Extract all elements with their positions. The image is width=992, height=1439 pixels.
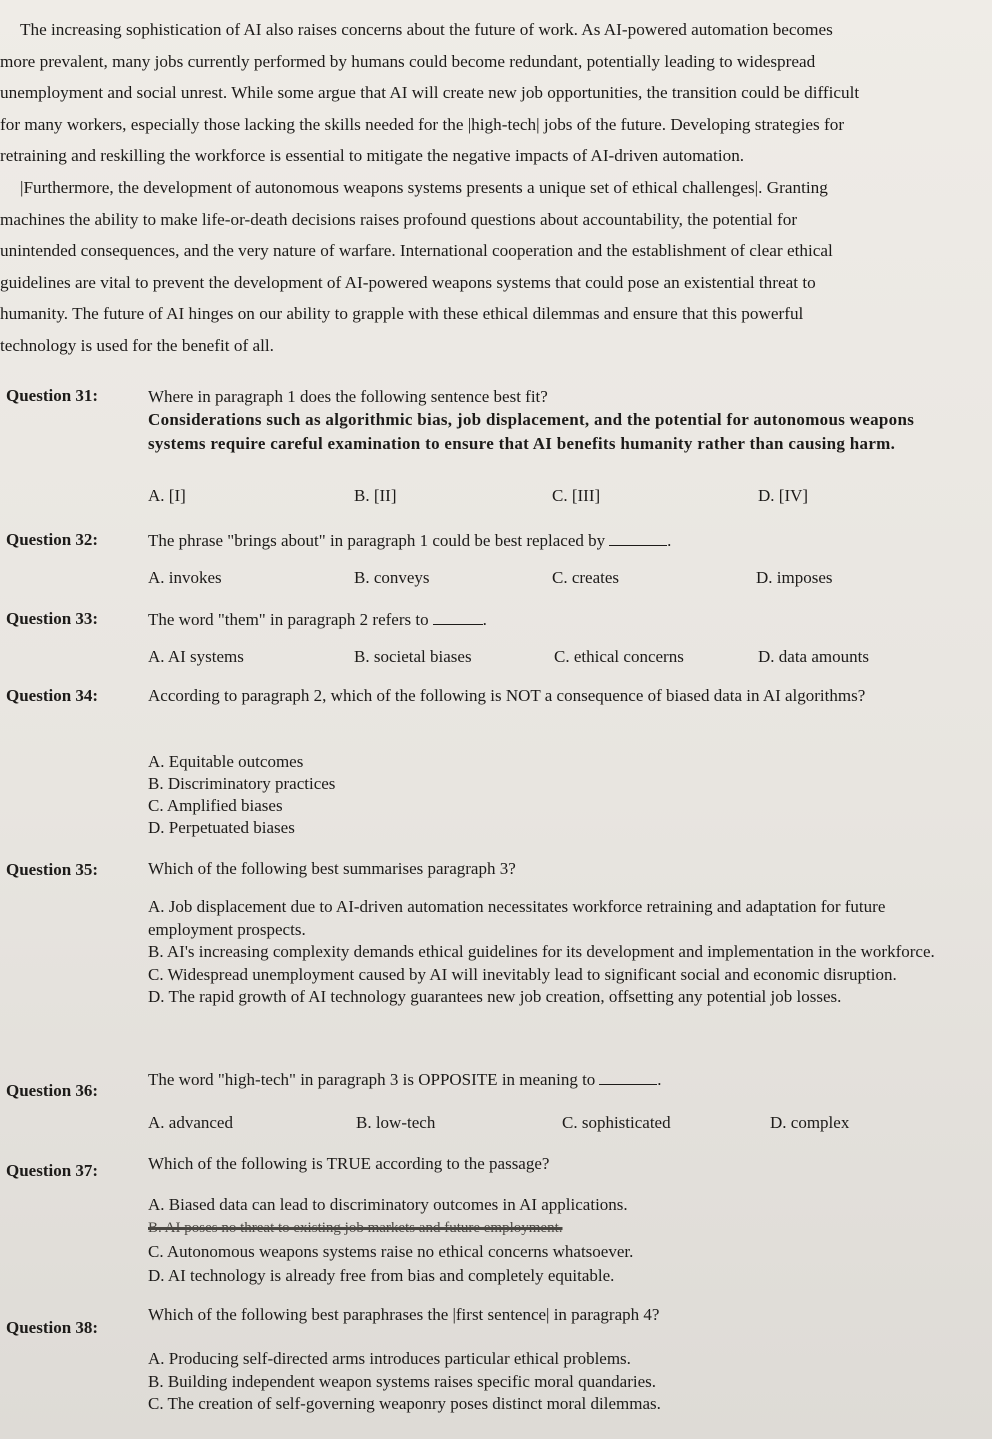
option-a[interactable]: A. advanced (148, 1113, 233, 1132)
option-d[interactable]: D. complex (770, 1113, 850, 1132)
question-text: Which of the following best summarises paragraph 3? (148, 859, 516, 878)
question-label: Question 34: (6, 686, 99, 705)
option-d[interactable]: D. [IV] (758, 486, 809, 505)
question-stem: Considerations such as algorithmic bias, job displacement, and the potential for autonomous weapons systems require careful examination to ensure that AI benefits humanity rather than causing harm. (148, 410, 915, 453)
option-c[interactable]: C. creates (552, 568, 620, 587)
question-label: Question 35: (6, 860, 99, 879)
passage-line: unemployment and social unrest. While some argue that AI will create new job opportunities, the transition could be difficult (0, 83, 860, 103)
option-d[interactable]: D. The rapid growth of AI technology guarantees new job creation, offsetting any potential job losses. (148, 987, 842, 1007)
option-c[interactable]: C. [III] (552, 486, 601, 505)
question-label: Question 33: (6, 609, 99, 628)
option-b[interactable]: B. conveys (354, 568, 430, 587)
option-c[interactable]: C. ethical concerns (554, 647, 684, 666)
passage (0, 14, 962, 362)
question-text: The phrase "brings about" in paragraph 1 could be best replaced by (148, 531, 606, 550)
option-b[interactable]: B. Discriminatory practices (148, 774, 336, 793)
option-d[interactable]: D. imposes (756, 568, 833, 587)
option-a[interactable]: A. Biased data can lead to discriminatory outcomes in AI applications. (148, 1195, 628, 1214)
answer-blank[interactable] (599, 1084, 657, 1085)
question-text: The word "them" in paragraph 2 refers to (148, 610, 429, 629)
question-label: Question 37: (6, 1161, 99, 1180)
question-body (148, 530, 948, 552)
option-d[interactable]: D. Perpetuated biases (148, 818, 295, 837)
passage-line: humanity. The future of AI hinges on our ability to grapple with these ethical dilemmas and ensure that this powerful (0, 304, 804, 324)
option-d[interactable]: D. AI technology is already free from bias and completely equitable. (148, 1265, 615, 1285)
passage-line: The increasing sophistication of AI also raises concerns about the future of work. As AI-powered automation becomes (20, 20, 833, 39)
option-d[interactable]: D. data amounts (758, 647, 869, 666)
option-b[interactable]: B. Building independent weapon systems raises specific moral quandaries. (148, 1371, 656, 1391)
passage-line: retraining and reskilling the workforce is essential to mitigate the negative impacts of AI-driven automation. (0, 146, 745, 166)
question-body (148, 386, 918, 456)
question-label: Question 32: (6, 530, 99, 549)
option-a[interactable]: A. invokes (148, 568, 222, 587)
question-tail: . (657, 1070, 662, 1089)
passage-line: more prevalent, many jobs currently performed by humans could become redundant, potentially leading to widespread (0, 51, 816, 71)
question-body (148, 609, 948, 631)
option-c[interactable]: C. sophisticated (562, 1113, 671, 1132)
option-c[interactable]: C. Amplified biases (148, 796, 283, 815)
option-c[interactable]: C. Widespread unemployment caused by AI will inevitably lead to significant social and economic disruption. (148, 964, 897, 984)
options-list (148, 896, 958, 1009)
options-list (148, 751, 968, 839)
passage-line: machines the ability to make life-or-death decisions raises profound questions about accountability, the potential for (0, 209, 798, 229)
option-b[interactable]: B. societal biases (354, 647, 472, 666)
passage-line: for many workers, especially those lacking the skills needed for the |high-tech| jobs of the future. Developing strategies for (0, 114, 845, 134)
option-b[interactable]: B. [II] (354, 486, 397, 505)
question-label: Question 36: (6, 1081, 99, 1100)
question-text: According to paragraph 2, which of the following is NOT a consequence of biased data in AI algorithms? (148, 686, 866, 705)
question-text: Which of the following is TRUE according to the passage? (148, 1154, 550, 1173)
option-a[interactable]: A. [I] (148, 486, 186, 505)
option-b[interactable]: B. AI poses no threat to existing job markets and future employment. (148, 1219, 563, 1236)
option-c[interactable]: C. The creation of self-governing weaponry poses distinct moral dilemmas. (148, 1394, 661, 1413)
option-b[interactable]: B. AI's increasing complexity demands ethical guidelines for its development and implementation in the workforce. (148, 942, 935, 962)
answer-blank[interactable] (433, 624, 483, 625)
question-text: Where in paragraph 1 does the following sentence best fit? (148, 387, 548, 406)
passage-line: unintended consequences, and the very nature of warfare. International cooperation and the establishment of clear ethical (0, 241, 833, 261)
question-label: Question 38: (6, 1318, 99, 1337)
option-c[interactable]: C. Autonomous weapons systems raise no ethical concerns whatsoever. (148, 1242, 634, 1261)
question-text: The word "high-tech" in paragraph 3 is OPPOSITE in meaning to (148, 1070, 596, 1089)
question-body (148, 1069, 948, 1091)
question-text: Which of the following best paraphrases the |first sentence| in paragraph 4? (148, 1305, 660, 1324)
passage-line: |Furthermore, the development of autonomous weapons systems presents a unique set of ethical challenges|. Granting (20, 177, 828, 197)
option-a[interactable]: A. Job displacement due to AI-driven automation necessitates workforce retraining and adaptation for future employment prospects. (148, 897, 886, 939)
option-b[interactable]: B. low-tech (356, 1113, 436, 1132)
options-list (148, 1193, 968, 1287)
question-label: Question 31: (6, 386, 99, 405)
passage-line: guidelines are vital to prevent the development of AI-powered weapons systems that could pose an existential threat to (0, 272, 816, 292)
option-a[interactable]: A. Producing self-directed arms introduces particular ethical problems. (148, 1349, 631, 1368)
passage-line: technology is used for the benefit of all. (0, 335, 274, 355)
answer-blank[interactable] (609, 545, 667, 546)
question-tail: . (667, 531, 672, 550)
option-a[interactable]: A. Equitable outcomes (148, 752, 304, 771)
options-list (148, 1348, 968, 1416)
question-tail: . (482, 610, 487, 629)
option-a[interactable]: A. AI systems (148, 647, 244, 666)
